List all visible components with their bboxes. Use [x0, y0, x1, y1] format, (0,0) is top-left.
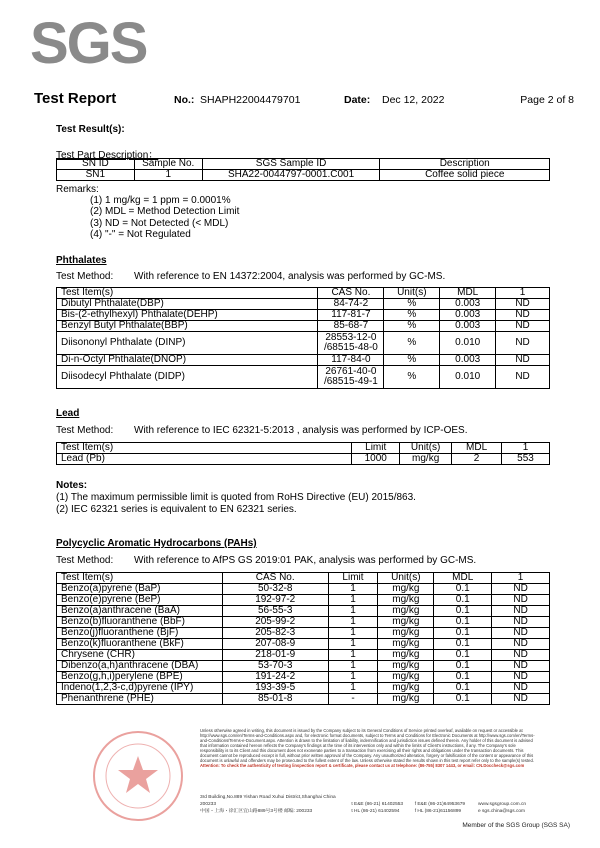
- phone-cn: t HL (86-21) 61402594: [351, 809, 400, 814]
- table-header-cell: 1: [492, 573, 550, 584]
- table-header-cell: Sample No.: [134, 159, 202, 170]
- table-row: [57, 595, 550, 606]
- table-cell: mg/kg: [378, 650, 434, 661]
- table-row: [57, 366, 550, 389]
- table-cell: %: [384, 299, 440, 310]
- table-cell: Benzo(g,h,i)perylene (BPE): [57, 672, 223, 683]
- table-row: [57, 628, 550, 639]
- table-cell: 1: [134, 170, 202, 181]
- lead-title: Lead: [56, 408, 80, 419]
- phthalates-table: [56, 287, 550, 389]
- table-cell: 117-84-0: [318, 355, 384, 366]
- report-date-label: Date:: [344, 94, 371, 106]
- part-description-title: Test Part Description：: [56, 150, 159, 161]
- table-cell: 0.1: [434, 628, 492, 639]
- table-cell: SHA22-0044797-0001.C001: [202, 170, 380, 181]
- report-date-value: Dec 12, 2022: [382, 94, 445, 106]
- table-cell: 1: [328, 584, 378, 595]
- table-cell: ND: [492, 606, 550, 617]
- table-cell: mg/kg: [378, 672, 434, 683]
- table-cell: 1: [328, 661, 378, 672]
- table-cell: 0.1: [434, 595, 492, 606]
- table-cell: ND: [492, 628, 550, 639]
- table-cell: 2: [452, 454, 502, 465]
- table-cell: 0.010: [440, 366, 496, 389]
- table-cell: Chrysene (CHR): [57, 650, 223, 661]
- table-cell: 0.1: [434, 584, 492, 595]
- table-cell: ND: [492, 584, 550, 595]
- table-cell: mg/kg: [378, 617, 434, 628]
- table-cell: Bis-(2-ethylhexyl) Phthalate(DEHP): [57, 310, 318, 321]
- lead-method-text: With reference to IEC 62321-5:2013 , analysis was performed by ICP-OES.: [134, 425, 468, 436]
- report-no-label: No.:: [174, 94, 195, 106]
- phthalates-method-text: With reference to EN 14372:2004, analysis was performed by GC-MS.: [134, 271, 446, 282]
- table-cell: Benzo(j)fluoranthene (BjF): [57, 628, 223, 639]
- table-cell: 1: [328, 606, 378, 617]
- table-cell: ND: [492, 617, 550, 628]
- address-cn: 中国・上海・徐汇区宜山路889号3号楼 邮编: 200233: [200, 809, 313, 814]
- pah-title: Polycyclic Aromatic Hydrocarbons (PAHs): [56, 538, 257, 549]
- results-title: Test Result(s):: [56, 124, 125, 135]
- table-cell: ND: [492, 661, 550, 672]
- table-cell: Di-n-Octyl Phthalate(DNOP): [57, 355, 318, 366]
- table-cell: 28553-12-0 /68515-48-0: [318, 332, 384, 355]
- table-cell: ND: [492, 672, 550, 683]
- table-cell: 1: [328, 628, 378, 639]
- table-header-cell: MDL: [452, 443, 502, 454]
- table-cell: 0.1: [434, 672, 492, 683]
- table-cell: -: [328, 694, 378, 705]
- table-cell: 205-82-3: [222, 628, 328, 639]
- table-header-cell: Limit: [352, 443, 400, 454]
- table-cell: 0.003: [440, 299, 496, 310]
- table-cell: ND: [492, 694, 550, 705]
- table-cell: Diisodecyl Phthalate (DIDP): [57, 366, 318, 389]
- sgs-logo-text: SGS: [30, 11, 147, 76]
- table-cell: 0.1: [434, 694, 492, 705]
- table-cell: ND: [492, 650, 550, 661]
- table-cell: 0.1: [434, 606, 492, 617]
- table-cell: 85-68-7: [318, 321, 384, 332]
- report-no-value: SHAPH22004479701: [200, 94, 301, 106]
- table-cell: 85-01-8: [222, 694, 328, 705]
- table-header-cell: SGS Sample ID: [202, 159, 380, 170]
- table-header-row: [57, 573, 550, 584]
- table-cell: ND: [496, 355, 550, 366]
- table-header-cell: Test Item(s): [57, 443, 352, 454]
- sgs-logo: [30, 11, 178, 76]
- table-cell: 191-24-2: [222, 672, 328, 683]
- pah-table: [56, 572, 550, 705]
- table-cell: mg/kg: [378, 595, 434, 606]
- table-header-cell: Test Item(s): [57, 288, 318, 299]
- remark-item: (2) MDL = Method Detection Limit: [90, 206, 240, 218]
- table-cell: %: [384, 332, 440, 355]
- address-en: 3rd Building,No.889 Yishan Road Xuhui District,Shanghai China 200233: [200, 795, 336, 807]
- fax-en: f E&E (86-21)64953679: [414, 802, 466, 807]
- table-row: [57, 454, 550, 465]
- table-row: [57, 661, 550, 672]
- table-cell: 26761-40-0 /68515-49-1: [318, 366, 384, 389]
- table-header-cell: Description: [380, 159, 550, 170]
- table-cell: Phenanthrene (PHE): [57, 694, 223, 705]
- table-cell: 218-01-9: [222, 650, 328, 661]
- lead-table: [56, 442, 550, 465]
- table-header-cell: Test Item(s): [57, 573, 223, 584]
- table-header-row: [57, 443, 550, 454]
- table-cell: 0.003: [440, 321, 496, 332]
- authenticity-text: Attention: To check the authenticity of testing /inspection report & certificate, please contact us at telephone: (86-755) 8307 1443, or email: CN.Doccheck@sgs.com: [200, 763, 525, 768]
- table-cell: Diisononyl Phthalate (DINP): [57, 332, 318, 355]
- table-header-cell: MDL: [440, 288, 496, 299]
- sgs-member-text: Member of the SGS Group (SGS SA): [462, 822, 570, 829]
- remark-item: (4) "-" = Not Regulated: [90, 228, 191, 240]
- disclaimer-text: Unless otherwise agreed in writing, this document is issued by the Company subject to its General Conditions of Service printed overleaf, available on request or accessible at http://www.sgs.com/en/Terms-and-Conditions.aspx and, for electronic format documents, subject to Terms and Conditions for Electronic Documents at http://www.sgs.com/en/Terms-and-Conditions/Terms-e-Document.aspx. Attention is drawn to the limitation of liability, indemnification and jurisdiction issues defined therein. Any holder of this document is advised that information contained hereon reflects the Company's findings at the time of its intervention only and within the limits of Client's instructions, if any. The Company's sole responsibility is to its Client and this document does not exonerate parties to a transaction from exercising all their rights and obligations under the transaction documents. This document cannot be reproduced except in full, without prior written approval of the Company. Any unauthorized alteration, forgery or falsification of the content or appearance of this document is unlawful and offenders may be prosecuted to the fullest extent of the law. Unless otherwise stated the results shown in this test report refer only to the sample(s) tested.: [200, 728, 535, 763]
- table-cell: Dibenzo(a,h)anthracene (DBA): [57, 661, 223, 672]
- table-cell: Benzo(e)pyrene (BeP): [57, 595, 223, 606]
- table-header-cell: 1: [502, 443, 550, 454]
- table-cell: mg/kg: [378, 661, 434, 672]
- table-cell: 0.003: [440, 355, 496, 366]
- remark-item: (3) ND = Not Detected (< MDL): [90, 217, 229, 229]
- seal-stamp-icon: [90, 728, 186, 824]
- table-row: [57, 683, 550, 694]
- table-row: [57, 617, 550, 628]
- table-cell: ND: [492, 683, 550, 694]
- table-cell: 1: [328, 639, 378, 650]
- table-cell: 1: [328, 595, 378, 606]
- table-header-cell: CAS No.: [222, 573, 328, 584]
- table-row: [57, 299, 550, 310]
- table-cell: 192-97-2: [222, 595, 328, 606]
- table-cell: ND: [496, 310, 550, 321]
- table-cell: Indeno(1,2,3-c,d)pyrene (IPY): [57, 683, 223, 694]
- fax-cn: f HL (86-21)61156899: [414, 809, 462, 814]
- lead-method: [56, 425, 468, 436]
- table-cell: 0.1: [434, 650, 492, 661]
- table-cell: ND: [496, 299, 550, 310]
- remarks-title: Remarks:: [56, 184, 99, 195]
- pah-method-text: With reference to AfPS GS 2019:01 PAK, analysis was performed by GC-MS.: [134, 555, 477, 566]
- table-cell: 0.1: [434, 639, 492, 650]
- table-header-cell: Unit(s): [400, 443, 452, 454]
- report-header: [34, 92, 574, 112]
- table-cell: 1: [328, 672, 378, 683]
- table-row: [57, 310, 550, 321]
- phthalates-title: Phthalates: [56, 255, 107, 266]
- table-cell: Benzo(a)pyrene (BaP): [57, 584, 223, 595]
- table-header-cell: Unit(s): [378, 573, 434, 584]
- table-row: [57, 584, 550, 595]
- table-header-cell: Unit(s): [384, 288, 440, 299]
- table-header-row: [57, 288, 550, 299]
- table-header-cell: Limit: [328, 573, 378, 584]
- table-cell: 1: [328, 617, 378, 628]
- table-cell: ND: [496, 321, 550, 332]
- table-cell: 193-39-5: [222, 683, 328, 694]
- note-item: (2) IEC 62321 series is equivalent to EN 62321 series.: [56, 504, 297, 515]
- table-cell: 0.003: [440, 310, 496, 321]
- table-cell: mg/kg: [378, 639, 434, 650]
- table-cell: mg/kg: [400, 454, 452, 465]
- table-cell: 0.1: [434, 617, 492, 628]
- table-header-cell: SN ID: [57, 159, 135, 170]
- table-cell: 0.1: [434, 683, 492, 694]
- table-cell: mg/kg: [378, 628, 434, 639]
- table-cell: 205-99-2: [222, 617, 328, 628]
- table-row: [57, 321, 550, 332]
- table-cell: Benzyl Butyl Phthalate(BBP): [57, 321, 318, 332]
- pah-method: [56, 555, 477, 566]
- table-cell: Benzo(b)fluoranthene (BbF): [57, 617, 223, 628]
- table-cell: mg/kg: [378, 584, 434, 595]
- table-cell: Lead (Pb): [57, 454, 352, 465]
- footer-address: [200, 794, 536, 815]
- table-header-cell: MDL: [434, 573, 492, 584]
- table-cell: mg/kg: [378, 683, 434, 694]
- table-cell: 207-08-9: [222, 639, 328, 650]
- page-number: Page 2 of 8: [520, 94, 574, 106]
- table-cell: %: [384, 355, 440, 366]
- table-cell: 0.1: [434, 661, 492, 672]
- table-row: [57, 694, 550, 705]
- table-cell: %: [384, 366, 440, 389]
- phone-en: t E&E (86-21) 61402553: [351, 802, 404, 807]
- table-cell: 50-32-8: [222, 584, 328, 595]
- table-header-cell: CAS No.: [318, 288, 384, 299]
- table-row: [57, 355, 550, 366]
- note-item: (1) The maximum permissible limit is quoted from RoHS Directive (EU) 2015/863.: [56, 492, 416, 503]
- table-cell: Dibutyl Phthalate(DBP): [57, 299, 318, 310]
- sample-table: [56, 158, 550, 181]
- table-cell: %: [384, 310, 440, 321]
- table-cell: 1000: [352, 454, 400, 465]
- table-cell: mg/kg: [378, 694, 434, 705]
- notes: [56, 480, 416, 516]
- table-cell: Benzo(k)fluoranthene (BkF): [57, 639, 223, 650]
- pah-method-label: Test Method:: [56, 555, 114, 566]
- table-header-row: [57, 159, 550, 170]
- table-cell: ND: [492, 595, 550, 606]
- table-cell: mg/kg: [378, 606, 434, 617]
- table-cell: 84-74-2: [318, 299, 384, 310]
- remarks: [56, 184, 239, 240]
- table-cell: 553: [502, 454, 550, 465]
- table-cell: ND: [496, 366, 550, 389]
- table-cell: %: [384, 321, 440, 332]
- phthalates-method: [56, 271, 446, 282]
- table-cell: 1: [328, 650, 378, 661]
- table-cell: ND: [496, 332, 550, 355]
- table-cell: Coffee solid piece: [380, 170, 550, 181]
- notes-title: Notes:: [56, 480, 88, 491]
- table-cell: 56-55-3: [222, 606, 328, 617]
- footer-disclaimer: [200, 728, 536, 768]
- table-header-cell: 1: [496, 288, 550, 299]
- table-cell: 0.010: [440, 332, 496, 355]
- table-row: [57, 650, 550, 661]
- table-row: [57, 170, 550, 181]
- phthalates-method-label: Test Method:: [56, 271, 114, 282]
- table-row: [57, 672, 550, 683]
- website-link[interactable]: www.sgsgroup.com.cn: [478, 802, 527, 807]
- table-row: [57, 332, 550, 355]
- report-title: Test Report: [34, 90, 117, 107]
- table-cell: ND: [492, 639, 550, 650]
- email-link[interactable]: e sgs.china@sgs.com: [478, 809, 526, 814]
- table-cell: 53-70-3: [222, 661, 328, 672]
- table-row: [57, 639, 550, 650]
- lead-method-label: Test Method:: [56, 425, 114, 436]
- table-cell: 117-81-7: [318, 310, 384, 321]
- table-cell: Benzo(a)anthracene (BaA): [57, 606, 223, 617]
- table-cell: SN1: [57, 170, 135, 181]
- table-row: [57, 606, 550, 617]
- table-cell: 1: [328, 683, 378, 694]
- remark-item: (1) 1 mg/kg = 1 ppm = 0.0001%: [90, 195, 231, 207]
